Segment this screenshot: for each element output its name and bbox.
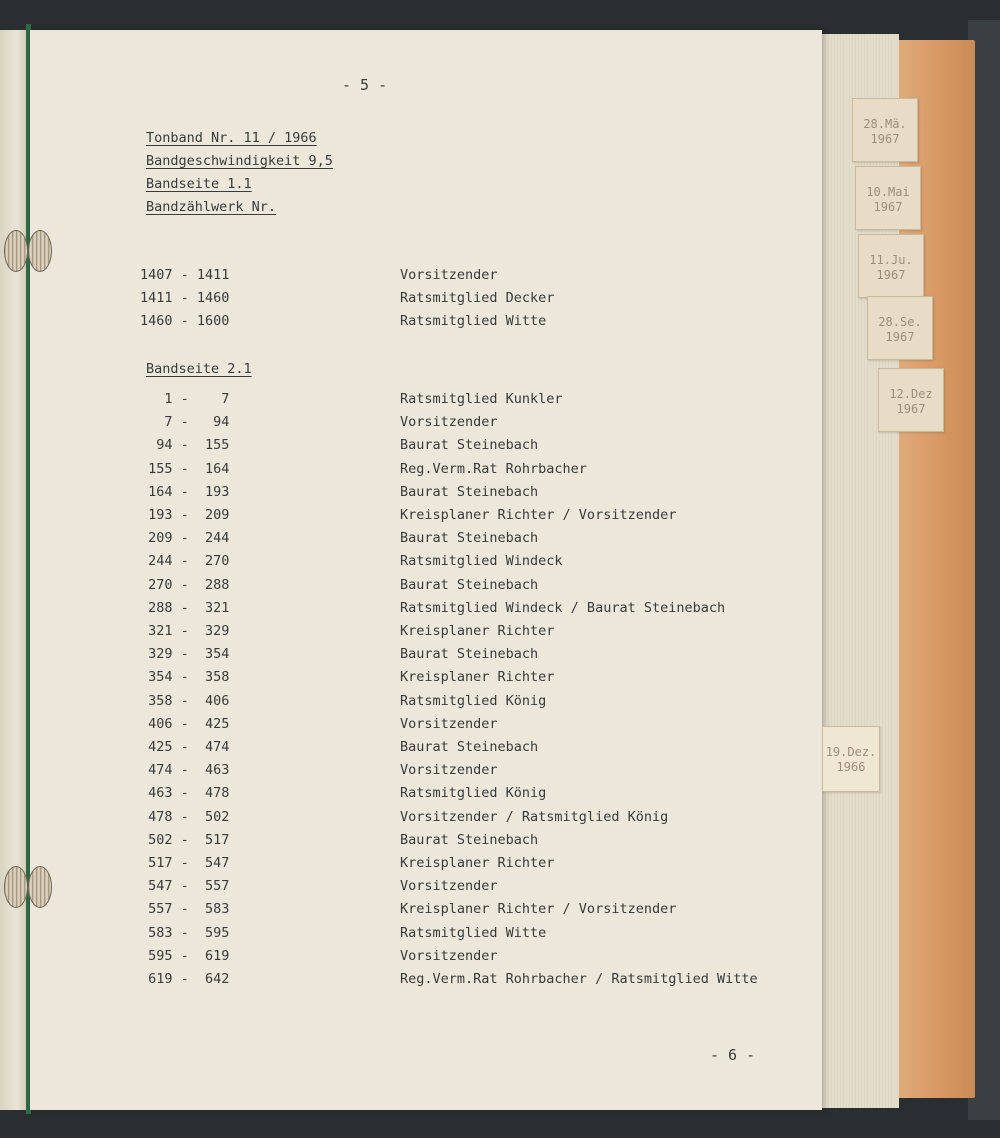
speaker-name: Ratsmitglied König [400, 785, 547, 802]
counter-range: 478 - 502 [140, 808, 230, 825]
speaker-name: Vorsitzender [400, 414, 498, 431]
speaker-name: Kreisplaner Richter [400, 669, 555, 686]
speaker-name: Baurat Steinebach [400, 437, 539, 454]
counter-range: 583 - 595 [140, 924, 230, 941]
index-tab[interactable]: 11.Ju. 1967 [858, 234, 924, 298]
counter-range: 595 - 619 [140, 947, 230, 964]
counter-range: 244 - 270 [140, 553, 230, 570]
counter-range: 1411 - 1460 [140, 290, 230, 306]
speaker-name: Kreisplaner Richter [400, 623, 555, 639]
binder-left-page [0, 30, 29, 1110]
counter-range: 155 - 164 [140, 460, 230, 477]
counter-range: 1407 - 1411 [140, 267, 230, 283]
speaker-name: Baurat Steinebach [400, 576, 539, 593]
counter-range: 547 - 557 [140, 878, 230, 895]
index-tab[interactable]: 19.Dez. 1966 [822, 726, 880, 792]
counter-range: 557 - 583 [140, 901, 230, 918]
counter-range: 1460 - 1600 [140, 313, 230, 329]
speaker-name: Reg.Verm.Rat Rohrbacher / Ratsmitglied Witte [400, 971, 758, 987]
speaker-name: Kreisplaner Richter / Vorsitzender [400, 507, 677, 523]
speaker-name: Ratsmitglied Decker [400, 290, 555, 306]
index-tab[interactable]: 28.Mä. 1967 [852, 98, 918, 162]
speaker-name: Ratsmitglied Kunkler [400, 391, 563, 407]
speaker-name: Vorsitzender [400, 267, 498, 283]
page-number-top: - 5 - [342, 76, 388, 94]
speaker-name: Baurat Steinebach [400, 646, 539, 663]
tape-speed-heading: Bandgeschwindigkeit 9,5 [146, 153, 333, 169]
counter-range: 517 - 547 [140, 855, 230, 871]
counter-range: 358 - 406 [140, 692, 230, 709]
tape-side-heading: Bandseite 1.1 [146, 176, 252, 192]
speaker-name: Baurat Steinebach [400, 831, 539, 848]
page-number-bottom: - 6 - [710, 1046, 756, 1064]
speaker-name: Baurat Steinebach [400, 530, 539, 547]
speaker-name: Vorsitzender [400, 878, 498, 895]
speaker-name: Ratsmitglied Windeck / Baurat Steinebach [400, 599, 726, 616]
binder-ring-icon [4, 866, 58, 908]
counter-range: 406 - 425 [140, 715, 230, 732]
speaker-name: Ratsmitglied Windeck [400, 553, 563, 570]
counter-range: 502 - 517 [140, 831, 230, 848]
speaker-name: Reg.Verm.Rat Rohrbacher [400, 460, 587, 477]
counter-range: 164 - 193 [140, 483, 230, 500]
counter-range: 463 - 478 [140, 785, 230, 802]
speaker-name: Vorsitzender / Ratsmitglied König [400, 808, 669, 825]
counter-range: 193 - 209 [140, 507, 230, 523]
speaker-name: Vorsitzender [400, 715, 498, 732]
counter-range: 474 - 463 [140, 762, 230, 779]
tape-number-heading: Tonband Nr. 11 / 1966 [146, 130, 317, 146]
speaker-name: Ratsmitglied König [400, 692, 547, 709]
speaker-name: Baurat Steinebach [400, 483, 539, 500]
speaker-name: Ratsmitglied Witte [400, 924, 547, 941]
speaker-name: Baurat Steinebach [400, 739, 539, 755]
speaker-name: Kreisplaner Richter [400, 855, 555, 871]
counter-range: 7 - 94 [140, 414, 230, 431]
counter-range: 209 - 244 [140, 530, 230, 547]
counter-range: 1 - 7 [140, 391, 230, 407]
counter-range: 288 - 321 [140, 599, 230, 616]
speaker-name: Vorsitzender [400, 762, 498, 779]
binder-ring-icon [4, 230, 58, 272]
index-tab[interactable]: 10.Mai 1967 [855, 166, 921, 230]
speaker-name: Vorsitzender [400, 947, 498, 964]
counter-range: 270 - 288 [140, 576, 230, 593]
index-tab[interactable]: 28.Se. 1967 [867, 296, 933, 360]
counter-range: 94 - 155 [140, 437, 230, 454]
counter-range: 354 - 358 [140, 669, 230, 686]
tape-side-2-heading: Bandseite 2.1 [146, 361, 252, 377]
counter-range: 425 - 474 [140, 739, 230, 755]
speaker-name: Ratsmitglied Witte [400, 313, 547, 329]
speaker-name: Kreisplaner Richter / Vorsitzender [400, 901, 677, 918]
counter-range: 329 - 354 [140, 646, 230, 663]
tape-counter-heading: Bandzählwerk Nr. [146, 199, 277, 215]
index-tab[interactable]: 12.Dez 1967 [878, 368, 944, 432]
counter-range: 619 - 642 [140, 971, 230, 987]
counter-range: 321 - 329 [140, 623, 230, 639]
